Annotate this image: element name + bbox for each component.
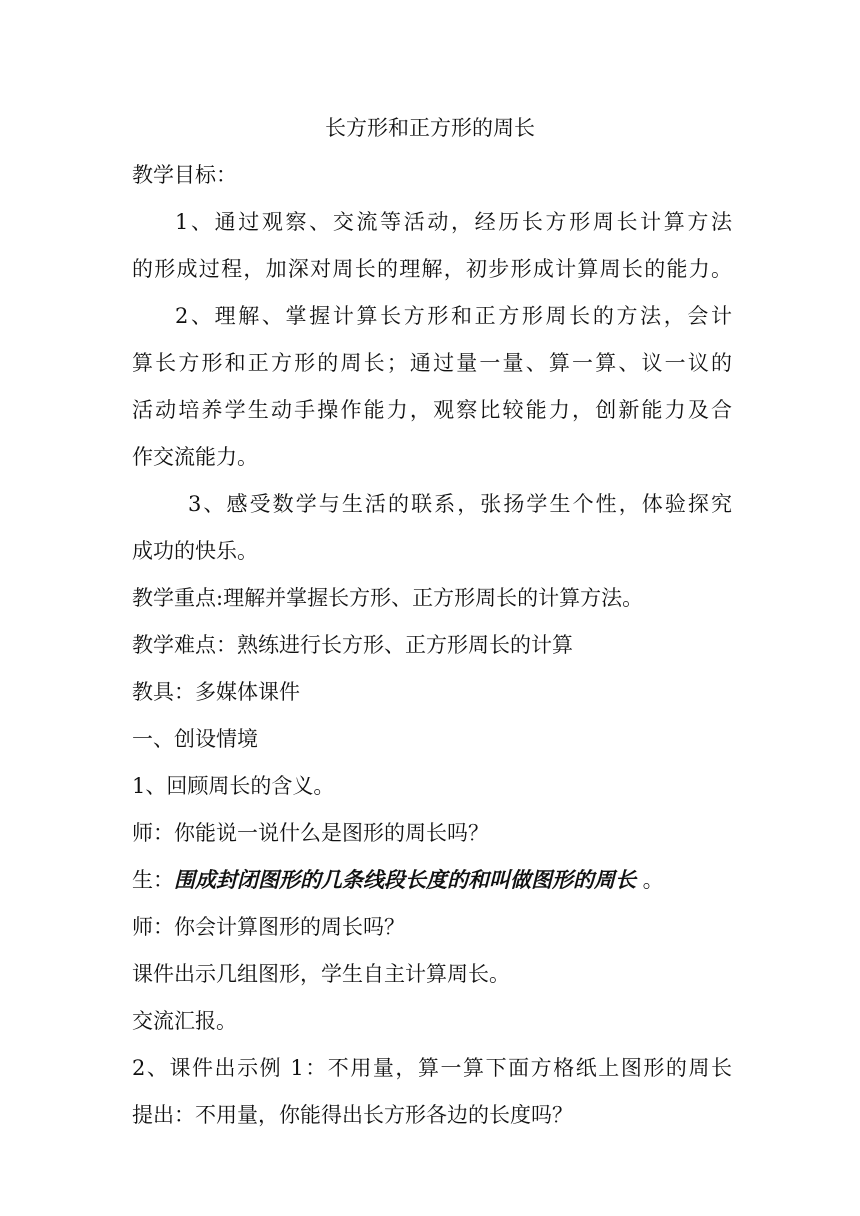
student-answer-line xyxy=(132,865,732,895)
page-title: 长方形和正方形的周长 xyxy=(325,116,535,140)
goal-2-line-3: 活动培养学生动手操作能力，观察比较能力，创新能力及合 xyxy=(132,398,732,422)
goal-2-line-4: 作交流能力。 xyxy=(132,445,258,469)
student-answer: 围成封闭图形的几条线段长度的和叫做图形的周长 xyxy=(174,867,636,892)
goals-heading: 教学目标： xyxy=(132,163,237,187)
teaching-tools: 教具：多媒体课件 xyxy=(132,680,300,704)
goal-1-line-1: 1、通过观察、交流等活动，经历长方形周长计算方法 xyxy=(175,210,732,234)
student-prefix: 生： xyxy=(132,868,174,892)
goal-2-line-1: 2、理解、掌握计算长方形和正方形周长的方法，会计 xyxy=(175,304,732,328)
section-heading-1: 一、创设情境 xyxy=(132,727,258,751)
teacher-question-1: 师：你能说一说什么是图形的周长吗？ xyxy=(132,821,489,845)
key-point: 教学重点:理解并掌握长方形、正方形周长的计算方法。 xyxy=(132,586,644,610)
report-line: 交流汇报。 xyxy=(132,1009,237,1033)
goal-1-line-2: 的形成过程，加深对周长的理解，初步形成计算周长的能力。 xyxy=(132,257,732,281)
goal-2-line-2: 算长方形和正方形的周长；通过量一量、算一算、议一议的 xyxy=(132,351,732,375)
courseware-note: 课件出示几组图形，学生自主计算周长。 xyxy=(132,962,510,986)
step-2: 2、课件出示例 1：不用量，算一算下面方格纸上图形的周长 xyxy=(132,1056,732,1080)
student-suffix: 。 xyxy=(636,868,664,892)
goal-3-line-1: 3、感受数学与生活的联系，张扬学生个性，体验探究 xyxy=(188,492,732,516)
goal-3-line-2: 成功的快乐。 xyxy=(132,539,258,563)
difficulty: 教学难点：熟练进行长方形、正方形周长的计算 xyxy=(132,633,573,657)
teacher-question-2: 师：你会计算图形的周长吗？ xyxy=(132,915,405,939)
step-1: 1、回顾周长的含义。 xyxy=(132,774,335,798)
ask-line: 提出：不用量，你能得出长方形各边的长度吗？ xyxy=(132,1103,573,1127)
